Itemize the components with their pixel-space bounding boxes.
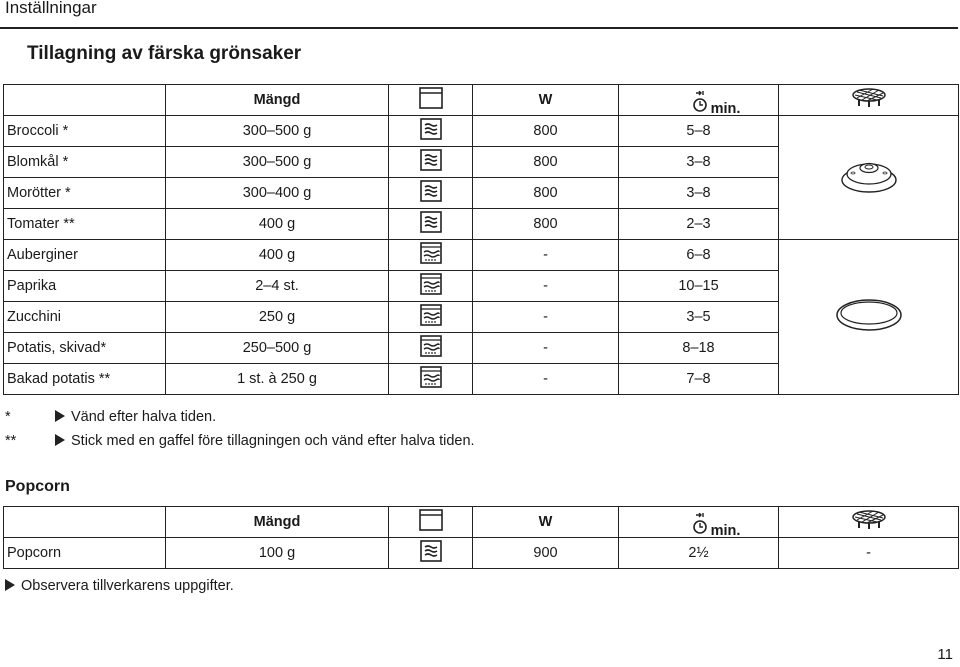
footnote-1 (5, 409, 216, 425)
row-name: Blomkål * (4, 147, 166, 178)
row-amount: 2–4 st. (166, 271, 389, 302)
row-amount: 300–500 g (166, 147, 389, 178)
row-name: Paprika (4, 271, 166, 302)
column-header-mode (389, 85, 473, 116)
steam-icon (420, 242, 442, 264)
row-amount: 100 g (166, 538, 389, 569)
row-time: 3–8 (619, 178, 779, 209)
row-mode (389, 209, 473, 240)
row-accessory (779, 240, 959, 395)
row-mode (389, 116, 473, 147)
grill-rack-icon (849, 509, 889, 531)
row-power: 800 (473, 178, 619, 209)
table-header-row (4, 507, 959, 538)
row-accessory: - (779, 538, 959, 569)
footnote-marker: ** (5, 433, 17, 449)
vegetables-table (3, 84, 959, 395)
footer-note-text: Observera tillverkarens uppgifter. (21, 578, 234, 594)
row-amount: 250 g (166, 302, 389, 333)
column-header-power: W (473, 507, 619, 538)
row-name: Potatis, skivad* (4, 333, 166, 364)
row-name: Zucchini (4, 302, 166, 333)
microwave-icon (420, 211, 442, 233)
column-header-time (619, 85, 779, 116)
row-power: 800 (473, 147, 619, 178)
row-mode (389, 302, 473, 333)
row-power: - (473, 271, 619, 302)
microwave-cover-icon (839, 154, 899, 198)
microwave-icon (420, 540, 442, 562)
popcorn-title: Popcorn (5, 478, 70, 495)
row-amount: 400 g (166, 240, 389, 271)
header-title: Inställningar (5, 0, 97, 17)
table-row (4, 538, 959, 569)
column-header-power: W (473, 85, 619, 116)
time-unit-label: min. (710, 100, 741, 117)
row-power: 800 (473, 116, 619, 147)
steam-icon (420, 366, 442, 388)
row-mode (389, 178, 473, 209)
column-header-amount: Mängd (166, 85, 389, 116)
steam-icon (420, 304, 442, 326)
timer-icon (693, 91, 711, 113)
row-power: - (473, 302, 619, 333)
timer-icon (693, 513, 711, 535)
header-empty-cell (4, 85, 166, 116)
grill-rack-icon (849, 87, 889, 109)
popcorn-table (3, 506, 959, 569)
row-name: Auberginer (4, 240, 166, 271)
header-rule (0, 27, 958, 29)
table-row (4, 116, 959, 147)
table-row (4, 240, 959, 271)
footer-note (5, 578, 234, 594)
row-mode (389, 271, 473, 302)
oven-icon (419, 87, 443, 109)
footnote-marker: * (5, 409, 11, 425)
row-time: 6–8 (619, 240, 779, 271)
row-mode (389, 364, 473, 395)
row-name: Bakad potatis ** (4, 364, 166, 395)
column-header-amount: Mängd (166, 507, 389, 538)
row-power: 900 (473, 538, 619, 569)
row-time: 2–3 (619, 209, 779, 240)
arrow-icon (55, 434, 65, 446)
footnote-2 (5, 433, 475, 449)
row-mode (389, 538, 473, 569)
footnote-text: Stick med en gaffel före tillagningen och vänd efter halva tiden. (71, 433, 475, 449)
row-time: 8–18 (619, 333, 779, 364)
row-mode (389, 240, 473, 271)
arrow-icon (55, 410, 65, 422)
row-name: Broccoli * (4, 116, 166, 147)
column-header-accessory (779, 507, 959, 538)
section-title: Tillagning av färska grönsaker (27, 43, 302, 64)
row-time: 3–8 (619, 147, 779, 178)
row-name: Tomater ** (4, 209, 166, 240)
microwave-icon (420, 149, 442, 171)
row-power: - (473, 364, 619, 395)
row-power: - (473, 240, 619, 271)
footnote-text: Vänd efter halva tiden. (71, 409, 217, 425)
row-power: 800 (473, 209, 619, 240)
row-time: 2½ (619, 538, 779, 569)
arrow-icon (5, 579, 15, 591)
page-number: 11 (937, 646, 953, 663)
microwave-icon (420, 180, 442, 202)
steam-icon (420, 273, 442, 295)
row-mode (389, 147, 473, 178)
row-mode (389, 333, 473, 364)
row-name: Popcorn (4, 538, 166, 569)
row-accessory (779, 116, 959, 240)
row-amount: 300–500 g (166, 116, 389, 147)
row-amount: 1 st. à 250 g (166, 364, 389, 395)
table-header-row (4, 85, 959, 116)
row-time: 7–8 (619, 364, 779, 395)
row-time: 3–5 (619, 302, 779, 333)
oven-icon (419, 509, 443, 531)
column-header-mode (389, 507, 473, 538)
column-header-accessory (779, 85, 959, 116)
row-power: - (473, 333, 619, 364)
microwave-icon (420, 118, 442, 140)
row-amount: 250–500 g (166, 333, 389, 364)
time-unit-label: min. (710, 522, 741, 539)
row-amount: 300–400 g (166, 178, 389, 209)
steam-icon (420, 335, 442, 357)
header-empty-cell (4, 507, 166, 538)
row-amount: 400 g (166, 209, 389, 240)
row-name: Morötter * (4, 178, 166, 209)
glass-dish-icon (834, 295, 904, 335)
column-header-time (619, 507, 779, 538)
row-time: 10–15 (619, 271, 779, 302)
row-time: 5–8 (619, 116, 779, 147)
